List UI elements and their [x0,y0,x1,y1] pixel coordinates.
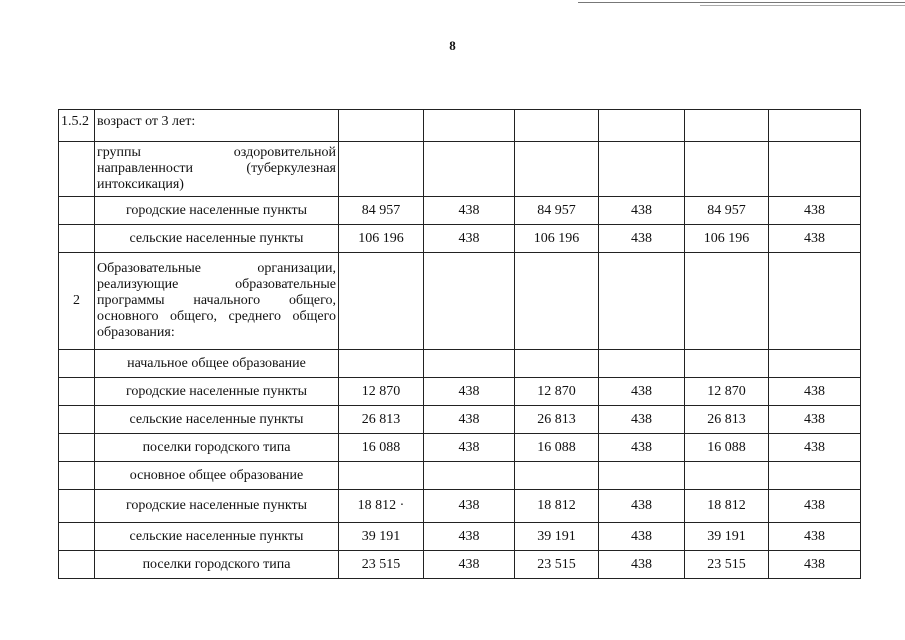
cell-value: 106 196 [515,225,599,253]
row-name: поселки городского типа [95,434,339,462]
row-name: Образовательные организации, реализующие образовательные программы начального общего, основного общего, среднего общего образования: [95,253,339,350]
cell-value: 438 [769,490,861,523]
cell-value [515,110,599,142]
top-rule [578,2,905,3]
row-name: начальное общее образование [95,350,339,378]
cell-value: 438 [769,551,861,579]
table-row [59,523,861,551]
cell-value [769,462,861,490]
row-number [59,142,95,197]
cell-value: 39 191 [339,523,424,551]
cell-value [685,350,769,378]
cell-value: 26 813 [515,406,599,434]
cell-value [424,350,515,378]
cell-value [685,110,769,142]
cell-value [769,350,861,378]
cell-value [599,253,685,350]
row-number [59,197,95,225]
cell-value: 438 [599,434,685,462]
cell-value: 39 191 [685,523,769,551]
cell-value: 438 [424,434,515,462]
cell-value [515,253,599,350]
cell-value [515,350,599,378]
cell-value: 84 957 [515,197,599,225]
table-row [59,434,861,462]
cell-value: 16 088 [685,434,769,462]
row-number [59,462,95,490]
cell-value: 438 [769,225,861,253]
cell-value [685,142,769,197]
cell-value: 106 196 [685,225,769,253]
cell-value: 438 [599,378,685,406]
row-number [59,551,95,579]
cell-value: 438 [599,551,685,579]
cell-value: 438 [599,523,685,551]
cell-value [339,110,424,142]
cell-value: 18 812 [515,490,599,523]
cell-value: 438 [599,490,685,523]
cell-value: 106 196 [339,225,424,253]
cell-value: 26 813 [685,406,769,434]
cell-value [769,142,861,197]
row-name: сельские населенные пункты [95,225,339,253]
cell-value [599,110,685,142]
cell-value: 438 [599,225,685,253]
cell-value: 438 [769,378,861,406]
cell-value [685,253,769,350]
table-row [59,350,861,378]
cell-value [515,462,599,490]
cell-value: 438 [424,490,515,523]
cell-value [339,350,424,378]
cell-value: 438 [424,197,515,225]
row-number: 1.5.2 [59,110,95,142]
row-name: группы оздоровительной направленности (туберкулезная интоксикация) [95,142,339,197]
row-name: сельские населенные пункты [95,523,339,551]
row-number [59,406,95,434]
cell-value: 23 515 [685,551,769,579]
row-name: сельские населенные пункты [95,406,339,434]
row-name: городские населенные пункты [95,378,339,406]
row-number [59,434,95,462]
cell-value [339,142,424,197]
cell-value: 438 [769,523,861,551]
cell-value [339,253,424,350]
table-row [59,142,861,197]
table-row [59,378,861,406]
row-name: поселки городского типа [95,551,339,579]
cell-value: 438 [424,551,515,579]
row-number [59,523,95,551]
data-table [58,109,861,579]
cell-value [424,253,515,350]
cell-value: 23 515 [339,551,424,579]
cell-value [769,253,861,350]
cell-value: 23 515 [515,551,599,579]
cell-value [599,142,685,197]
cell-value: 438 [769,406,861,434]
cell-value: 438 [424,225,515,253]
row-number [59,490,95,523]
cell-value: 18 812 [685,490,769,523]
cell-value [424,110,515,142]
cell-value: 12 870 [685,378,769,406]
cell-value [515,142,599,197]
cell-value: 26 813 [339,406,424,434]
cell-value: 16 088 [339,434,424,462]
table-row [59,225,861,253]
cell-value [685,462,769,490]
cell-value: 438 [769,434,861,462]
table-row [59,253,861,350]
cell-value: 438 [424,523,515,551]
cell-value [424,462,515,490]
cell-value [424,142,515,197]
table-row [59,197,861,225]
cell-value [339,462,424,490]
cell-value: 438 [599,197,685,225]
row-name: возраст от 3 лет: [95,110,339,142]
cell-value: 12 870 [339,378,424,406]
cell-value: 18 812 · [339,490,424,523]
cell-value: 84 957 [685,197,769,225]
cell-value: 438 [769,197,861,225]
row-name: городские населенные пункты [95,197,339,225]
table-row [59,462,861,490]
cell-value [769,110,861,142]
row-number [59,350,95,378]
table-row [59,551,861,579]
row-number [59,378,95,406]
cell-value: 39 191 [515,523,599,551]
row-number [59,225,95,253]
row-number: 2 [59,253,95,350]
cell-value [599,462,685,490]
cell-value: 438 [599,406,685,434]
cell-value: 16 088 [515,434,599,462]
cell-value: 438 [424,406,515,434]
table-row [59,110,861,142]
cell-value [599,350,685,378]
table-row [59,490,861,523]
cell-value: 438 [424,378,515,406]
table-row [59,406,861,434]
cell-value: 84 957 [339,197,424,225]
row-name: основное общее образование [95,462,339,490]
page-number: 8 [449,38,456,53]
row-name: городские населенные пункты [95,490,339,523]
cell-value: 12 870 [515,378,599,406]
top-rule-secondary [700,5,905,6]
